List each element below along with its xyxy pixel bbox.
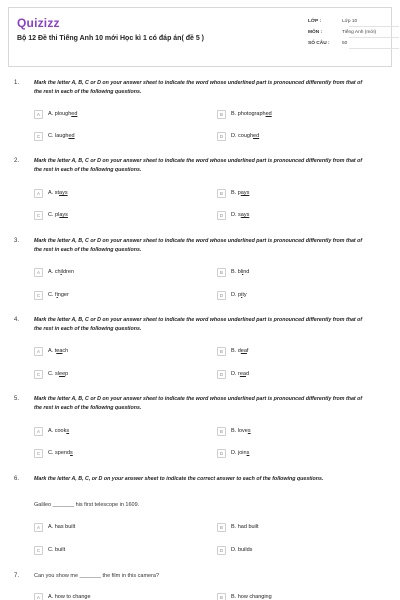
option-text: A. ploughed [48, 111, 78, 117]
answer-option[interactable] [217, 346, 248, 356]
option-letter-box: B [217, 593, 226, 600]
question-number: 5. [14, 396, 20, 402]
meta-subject-label: MÔN : [308, 30, 323, 35]
option-text: C. finger [48, 292, 69, 298]
answer-option[interactable] [217, 592, 272, 600]
option-letter-box: A [34, 427, 43, 436]
option-text: D. read [231, 371, 250, 377]
option-text: B. loves [231, 428, 251, 434]
option-text: A. has built [48, 524, 76, 530]
question-number: 4. [14, 317, 20, 323]
option-letter-box: D [217, 291, 226, 300]
question-instruction: Mark the letter A, B, C or D on your answer sheet to indicate the word whose underlined part is pronounced differently from that of the rest in each of the following questions. [34, 238, 363, 253]
option-letter-box: B [217, 427, 226, 436]
meta-grade-value: Lớp 10 [342, 19, 358, 24]
option-text: A. stays [48, 190, 68, 196]
option-letter-box: C [34, 211, 43, 220]
answer-option[interactable] [217, 109, 272, 119]
question-instruction: Mark the letter A, B, C, or D on your answer sheet to indicate the correct answer to each of the following questions. [34, 476, 324, 482]
worksheet-header [8, 7, 392, 67]
option-text: A. teach [48, 348, 69, 354]
option-text: B. how changing [231, 594, 272, 600]
option-text: C. sleep [48, 371, 69, 377]
question-number: 6. [14, 476, 20, 482]
answer-option[interactable] [34, 545, 65, 555]
option-text: B. deaf [231, 348, 249, 354]
option-letter-box: D [217, 449, 226, 458]
answer-option[interactable] [217, 369, 249, 379]
option-text: D. joins [231, 450, 250, 456]
quizizz-logo: Quizizz [17, 16, 60, 30]
worksheet-meta [308, 16, 394, 49]
option-text: C. plays [48, 212, 68, 218]
question-instruction: Mark the letter A, B, C or D on your answer sheet to indicate the word whose underlined part is pronounced differently from that of the rest in each of the following questions. [34, 158, 363, 173]
question-stem: Can you show me _______ the film in this camera? [34, 573, 160, 579]
option-text: B. had built [231, 524, 259, 530]
answer-option[interactable] [34, 210, 68, 220]
page-title: Bộ 12 Đề thi Tiếng Anh 10 mới Học kì 1 có đáp án( đề 5 ) [17, 35, 205, 42]
option-letter-box: B [217, 347, 226, 356]
option-letter-box: D [217, 211, 226, 220]
meta-count-label: SỐ CÂU : [308, 41, 330, 46]
option-letter-box: C [34, 449, 43, 458]
option-letter-box: A [34, 110, 43, 119]
option-letter-box: D [217, 370, 226, 379]
meta-subject-value: Tiếng Anh (mới) [342, 30, 377, 35]
option-text: D. builds [231, 547, 253, 553]
answer-option[interactable] [217, 267, 249, 277]
answer-option[interactable] [34, 369, 68, 379]
answer-option[interactable] [34, 109, 77, 119]
option-letter-box: C [34, 132, 43, 141]
option-text: D. pity [231, 292, 247, 298]
answer-option[interactable] [34, 267, 74, 277]
answer-option[interactable] [217, 426, 251, 436]
answer-option[interactable] [34, 131, 75, 141]
option-letter-box: D [217, 546, 226, 555]
answer-option[interactable] [34, 592, 91, 600]
option-text: B. photographed [231, 111, 272, 117]
question-instruction: Mark the letter A, B, C or D on your answer sheet to indicate the word whose underlined part is pronounced differently from that of the rest in each of the following questions. [34, 80, 363, 95]
question-number: 2. [14, 158, 20, 164]
option-text: A. cooks [48, 428, 70, 434]
option-letter-box: A [34, 268, 43, 277]
answer-option[interactable] [34, 426, 69, 436]
option-letter-box: A [34, 189, 43, 198]
question-stem: Galileo _______ his first telescope in 1609. [34, 502, 140, 508]
option-text: B. blind [231, 269, 250, 275]
option-letter-box: D [217, 132, 226, 141]
answer-option[interactable] [217, 545, 252, 555]
option-letter-box: C [34, 370, 43, 379]
answer-option[interactable] [34, 346, 68, 356]
option-text: C. built [48, 547, 66, 553]
option-letter-box: C [34, 546, 43, 555]
question-number: 7. [14, 573, 20, 579]
question-instruction: Mark the letter A, B, C or D on your answer sheet to indicate the word whose underlined part is pronounced differently from that of the rest in each of the following questions. [34, 396, 363, 411]
meta-divider [349, 48, 399, 49]
answer-option[interactable] [217, 448, 249, 458]
meta-grade-label: LỚP : [308, 19, 322, 24]
question-number: 1. [14, 80, 20, 86]
answer-option[interactable] [34, 522, 75, 532]
option-letter-box: A [34, 593, 43, 600]
option-text: C. spends [48, 450, 73, 456]
option-letter-box: A [34, 523, 43, 532]
answer-option[interactable] [217, 290, 247, 300]
answer-option[interactable] [217, 522, 259, 532]
option-letter-box: B [217, 268, 226, 277]
question-instruction: Mark the letter A, B, C or D on your answer sheet to indicate the word whose underlined part is pronounced differently from that of the rest in each of the following questions. [34, 317, 363, 332]
meta-divider [349, 37, 399, 38]
answer-option[interactable] [34, 290, 69, 300]
option-letter-box: A [34, 347, 43, 356]
answer-option[interactable] [217, 210, 249, 220]
option-text: A. children [48, 269, 75, 275]
option-text: A. how to change [48, 594, 91, 600]
option-text: C. laughed [48, 133, 75, 139]
answer-option[interactable] [217, 188, 249, 198]
question-number: 3. [14, 238, 20, 244]
answer-option[interactable] [217, 131, 259, 141]
answer-option[interactable] [34, 448, 73, 458]
meta-divider [349, 26, 399, 27]
option-letter-box: B [217, 189, 226, 198]
option-letter-box: B [217, 110, 226, 119]
option-letter-box: B [217, 523, 226, 532]
option-text: D. says [231, 212, 250, 218]
option-text: D. coughed [231, 133, 260, 139]
meta-count-value: 50 [342, 41, 348, 46]
option-letter-box: C [34, 291, 43, 300]
option-text: B. pays [231, 190, 250, 196]
answer-option[interactable] [34, 188, 68, 198]
